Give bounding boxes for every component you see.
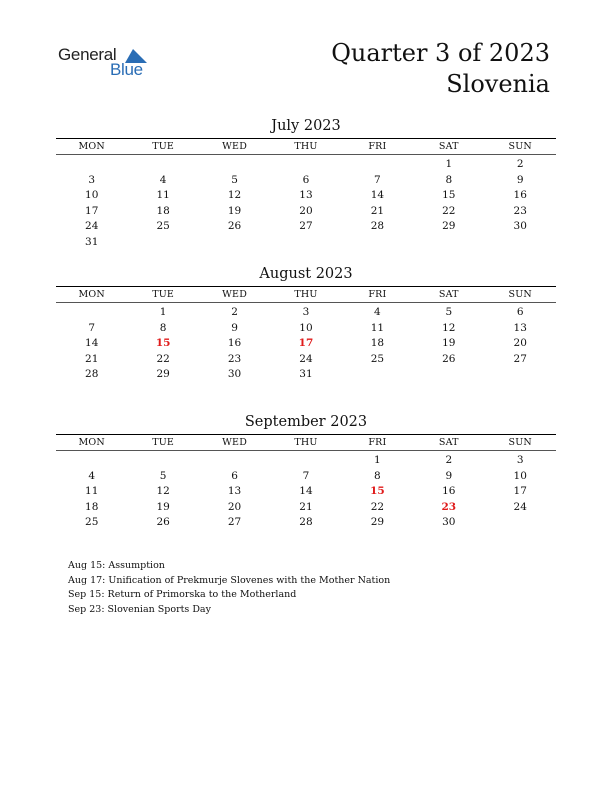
day-cell: 26 (156, 516, 170, 528)
weekday-rule (56, 450, 556, 451)
holiday-day-cell: 17 (298, 337, 314, 349)
day-cell: 30 (227, 368, 242, 380)
weekday-label: SAT (438, 141, 459, 152)
empty-day-cell (127, 235, 198, 251)
day-cell: 21 (299, 500, 313, 513)
day-cell: 16 (513, 189, 527, 201)
day-cell: 30 (442, 516, 456, 528)
weekday-label: SUN (508, 437, 532, 448)
month-calendar (56, 117, 556, 250)
day-cell: 2 (445, 454, 453, 466)
day-cell: 31 (299, 368, 313, 380)
holiday-day-cell: 15 (370, 485, 385, 497)
day-cell: 11 (85, 485, 99, 497)
day-cell: 14 (370, 189, 385, 201)
day-cell: 25 (85, 516, 99, 528)
day-cell: 6 (302, 173, 310, 186)
day-cell: 5 (445, 306, 453, 318)
holiday-note: Aug 17: Unification of Prekmurje Slovenes with the Mother Nation (68, 574, 391, 586)
weekday-header (56, 287, 556, 302)
day-cell: 4 (88, 469, 96, 482)
holiday-note: Sep 23: Slovenian Sports Day (68, 603, 211, 615)
day-cell: 16 (442, 485, 456, 497)
day-cell: 25 (370, 352, 385, 365)
weekday-label: WED (222, 141, 248, 152)
day-cell: 8 (445, 173, 453, 186)
empty-day-cell (270, 157, 341, 173)
weekday-label: WED (222, 289, 248, 300)
day-cell: 14 (85, 337, 99, 349)
empty-day-cell (270, 235, 341, 251)
day-cell: 28 (299, 516, 313, 528)
day-grid (56, 157, 556, 250)
day-cell: 21 (370, 204, 385, 217)
day-cell: 13 (227, 485, 242, 497)
empty-day-cell (127, 453, 198, 469)
day-cell: 23 (227, 352, 242, 365)
day-cell: 26 (227, 220, 242, 232)
day-cell: 8 (374, 469, 381, 482)
day-cell: 12 (227, 189, 242, 201)
month-title: August 2023 (259, 266, 353, 282)
day-cell: 18 (85, 500, 99, 513)
day-cell: 27 (513, 352, 527, 365)
day-cell: 29 (156, 368, 170, 380)
empty-day-cell (56, 453, 127, 469)
weekday-label: FRI (368, 289, 387, 300)
day-cell: 8 (159, 321, 167, 334)
day-cell: 3 (302, 306, 310, 318)
day-cell: 2 (231, 306, 238, 318)
day-cell: 28 (370, 220, 385, 232)
day-cell: 18 (156, 204, 170, 217)
holiday-note: Aug 15: Assumption (68, 560, 165, 571)
empty-day-cell (342, 367, 413, 383)
day-cell: 4 (159, 173, 167, 186)
day-cell: 31 (85, 235, 99, 248)
page-title-quarter: Quarter 3 of 2023 (331, 39, 550, 67)
weekday-label: MON (78, 141, 105, 152)
weekday-label: THU (294, 289, 318, 300)
day-cell: 3 (516, 454, 524, 466)
day-cell: 1 (374, 454, 381, 466)
day-cell: 16 (227, 337, 242, 349)
empty-day-cell (413, 235, 484, 251)
day-cell: 29 (442, 220, 456, 232)
day-cell: 5 (159, 469, 167, 482)
day-cell: 12 (442, 321, 456, 334)
empty-day-cell (127, 157, 198, 173)
day-cell: 24 (513, 500, 527, 513)
day-cell: 11 (156, 189, 170, 201)
day-cell: 22 (156, 352, 170, 365)
weekday-label: SUN (508, 289, 532, 300)
empty-day-cell (485, 367, 556, 383)
empty-day-cell (485, 235, 556, 251)
weekday-rule (56, 154, 556, 155)
weekday-label: MON (78, 289, 105, 300)
day-cell: 4 (374, 306, 381, 318)
empty-day-cell (199, 157, 270, 173)
day-cell: 10 (513, 469, 527, 482)
month-calendar (56, 265, 556, 383)
generalblue-logo (58, 44, 158, 84)
day-cell: 10 (299, 321, 313, 334)
day-cell: 15 (442, 189, 456, 201)
weekday-label: SUN (508, 141, 532, 152)
weekday-header (56, 139, 556, 154)
day-cell: 12 (156, 485, 170, 497)
day-grid (56, 453, 556, 531)
day-cell: 23 (513, 204, 527, 217)
day-cell: 13 (513, 321, 527, 334)
day-cell: 1 (445, 158, 453, 170)
day-cell: 7 (302, 469, 310, 482)
weekday-label: MON (78, 437, 105, 448)
day-cell: 19 (156, 500, 170, 513)
weekday-label: SAT (438, 289, 459, 300)
day-cell: 9 (516, 173, 524, 186)
holiday-day-cell: 23 (441, 500, 457, 513)
day-cell: 25 (156, 220, 170, 232)
day-cell: 17 (85, 204, 99, 217)
day-cell: 20 (513, 337, 527, 349)
month-calendar (56, 413, 556, 531)
logo-general-text: General (58, 45, 117, 64)
day-cell: 1 (159, 306, 167, 318)
weekday-label: WED (222, 437, 248, 448)
day-cell: 18 (370, 337, 385, 349)
holiday-note: Sep 15: Return of Primorska to the Motherland (68, 589, 297, 600)
day-cell: 22 (370, 500, 385, 513)
day-cell: 9 (231, 321, 238, 334)
page-title (331, 38, 550, 100)
weekday-label: THU (294, 141, 318, 152)
day-cell: 28 (85, 368, 99, 380)
empty-day-cell (342, 157, 413, 173)
weekday-label: FRI (368, 437, 387, 448)
day-cell: 17 (513, 485, 527, 497)
holiday-day-cell: 15 (155, 337, 171, 349)
day-cell: 29 (370, 516, 385, 528)
day-cell: 7 (374, 173, 381, 186)
empty-day-cell (485, 515, 556, 531)
day-cell: 20 (227, 500, 242, 513)
day-cell: 3 (88, 173, 96, 186)
day-cell: 19 (442, 337, 456, 349)
weekday-label: SAT (438, 437, 459, 448)
empty-day-cell (56, 305, 127, 321)
month-title: September 2023 (244, 414, 368, 430)
day-cell: 10 (85, 189, 99, 201)
empty-day-cell (56, 157, 127, 173)
day-cell: 11 (370, 321, 385, 334)
page-title-country: Slovenia (446, 70, 550, 98)
empty-day-cell (342, 235, 413, 251)
weekday-header (56, 435, 556, 450)
weekday-label: FRI (368, 141, 387, 152)
day-cell: 20 (299, 204, 313, 217)
day-cell: 30 (513, 220, 527, 232)
holiday-notes (68, 559, 390, 617)
empty-day-cell (199, 235, 270, 251)
day-cell: 2 (516, 158, 524, 170)
day-cell: 26 (442, 352, 456, 365)
day-cell: 27 (227, 516, 242, 528)
empty-day-cell (199, 453, 270, 469)
day-grid (56, 305, 556, 383)
day-cell: 9 (445, 469, 453, 482)
weekday-label: TUE (152, 289, 175, 300)
day-cell: 19 (227, 204, 242, 217)
day-cell: 7 (88, 321, 96, 334)
weekday-label: THU (294, 437, 318, 448)
weekday-label: TUE (152, 141, 175, 152)
day-cell: 6 (231, 469, 238, 482)
empty-day-cell (413, 367, 484, 383)
day-cell: 24 (85, 220, 99, 232)
day-cell: 24 (299, 352, 313, 365)
day-cell: 5 (231, 173, 238, 186)
day-cell: 22 (442, 204, 456, 217)
logo-blue-text: Blue (110, 60, 143, 79)
day-cell: 27 (299, 220, 313, 232)
day-cell: 13 (299, 189, 313, 201)
empty-day-cell (270, 453, 341, 469)
day-cell: 6 (516, 306, 524, 318)
month-title: July 2023 (271, 118, 341, 134)
day-cell: 21 (85, 352, 99, 365)
day-cell: 14 (299, 485, 313, 497)
weekday-label: TUE (152, 437, 175, 448)
weekday-rule (56, 302, 556, 303)
